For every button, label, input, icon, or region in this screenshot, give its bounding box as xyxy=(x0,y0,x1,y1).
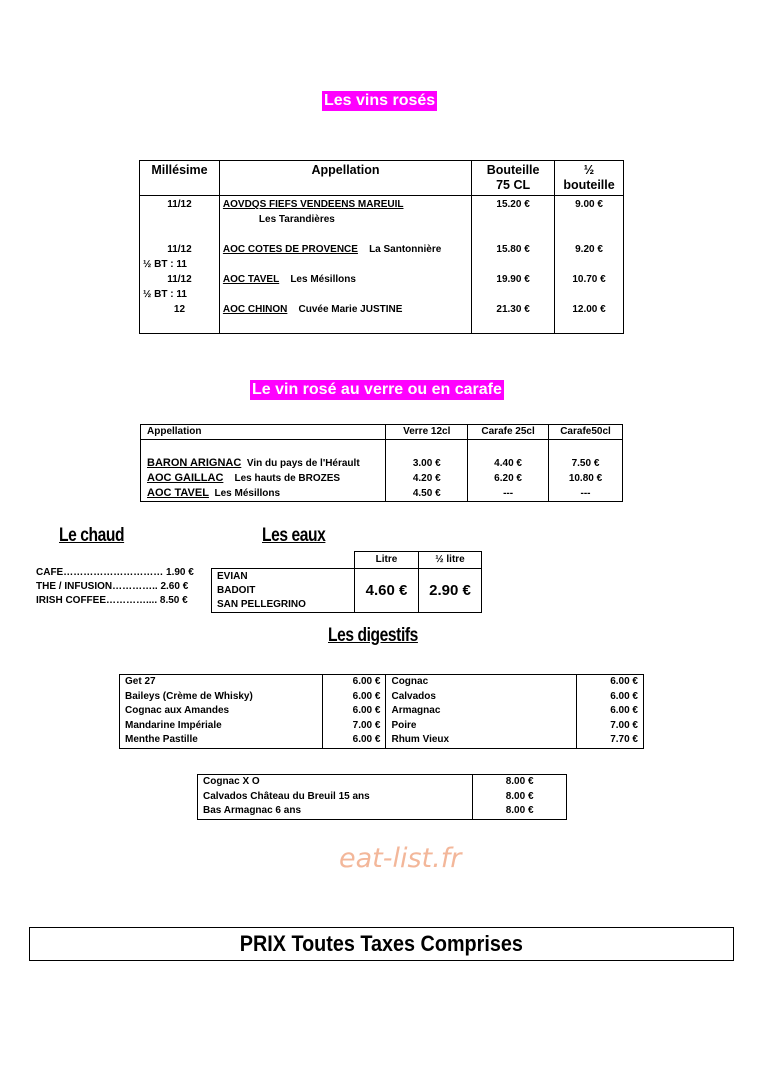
table-row: Bas Armagnac 6 ans 8.00 € xyxy=(198,804,567,819)
table-row: AOC GAILLAC Les hauts de BROZES 4.20 € 6.20 € 10.80 € xyxy=(141,471,623,486)
table-row: Baileys (Crème de Whisky) 6.00 € Calvados 6.00 € xyxy=(120,690,644,705)
col-demi-bouteille: ½ bouteille xyxy=(555,161,624,196)
list-item: CAFE………………………… 1.90 € xyxy=(36,567,194,578)
hot-drinks-title: Le chaud xyxy=(59,525,125,546)
rose-glass-table xyxy=(140,424,623,502)
table-row: Calvados Château du Breuil 15 ans 8.00 € xyxy=(198,790,567,805)
col-appellation: Appellation xyxy=(219,161,471,196)
table-row: Cognac aux Amandes 6.00 € Armagnac 6.00 € xyxy=(120,704,644,719)
col-bouteille: Bouteille 75 CL xyxy=(472,161,555,196)
col-carafe25: Carafe 25cl xyxy=(468,425,549,440)
table-row: 11/12 AOVDQS FIEFS VENDEENS MAREUIL Les Tarandières 15.20 € 9.00 € xyxy=(140,196,624,228)
footer-taxes-notice: PRIX Toutes Taxes Comprises xyxy=(29,927,734,961)
price-demi-litre: 2.90 € xyxy=(429,582,471,599)
col-litre: Litre xyxy=(355,552,419,568)
table-row: Cognac X O 8.00 € xyxy=(198,775,567,790)
premium-digestifs-table xyxy=(197,774,567,820)
table-row: Get 27 6.00 € Cognac 6.00 € xyxy=(120,675,644,690)
table-row: AOC TAVEL Les Mésillons 4.50 € --- --- xyxy=(141,486,623,502)
table-row: Mandarine Impériale 7.00 € Poire 7.00 € xyxy=(120,719,644,734)
table-row: Menthe Pastille 6.00 € Rhum Vieux 7.70 € xyxy=(120,733,644,748)
table-row: ½ BT : 11 11/12 ½ BT : 11 AOC TAVEL Les Mésillons 19.90 € 10.70 € xyxy=(140,257,624,302)
digestifs-title: Les digestifs xyxy=(328,625,418,646)
list-item: EVIAN xyxy=(217,571,248,582)
table-row: 12 AOC CHINON Cuvée Marie JUSTINE 21.30 € 12.00 € xyxy=(140,302,624,334)
waters-title: Les eaux xyxy=(262,525,326,546)
digestifs-table xyxy=(119,674,644,749)
rose-wines-title: Les vins rosés xyxy=(324,92,436,109)
table-row: 11/12 AOC COTES DE PROVENCE La Santonnière 15.80 € 9.20 € xyxy=(140,227,624,257)
list-item: THE / INFUSION………….. 2.60 € xyxy=(36,581,189,592)
watermark-text: eat-list.fr xyxy=(339,843,462,874)
waters-box xyxy=(211,568,482,613)
table-row: BARON ARIGNAC Vin du pays de l'Hérault 3.00 € 4.40 € 7.50 € xyxy=(141,440,623,472)
list-item: IRISH COFFEE………….... 8.50 € xyxy=(36,595,188,606)
col-millesime: Millésime xyxy=(140,161,220,196)
waters-header xyxy=(354,551,482,568)
rose-wines-table xyxy=(139,160,624,334)
col-verre: Verre 12cl xyxy=(386,425,468,440)
rose-glass-title: Le vin rosé au verre ou en carafe xyxy=(252,381,502,398)
price-litre: 4.60 € xyxy=(355,569,419,612)
glass-table-header xyxy=(141,425,623,440)
waters-names xyxy=(212,569,355,612)
list-item: BADOIT xyxy=(217,585,256,596)
list-item: SAN PELLEGRINO xyxy=(217,599,306,610)
col-carafe50: Carafe50cl xyxy=(549,425,623,440)
col-appellation: Appellation xyxy=(141,425,386,440)
hot-drinks-list xyxy=(36,566,194,608)
rose-table-header xyxy=(140,161,624,196)
col-demi-litre: ½ litre xyxy=(435,554,465,565)
